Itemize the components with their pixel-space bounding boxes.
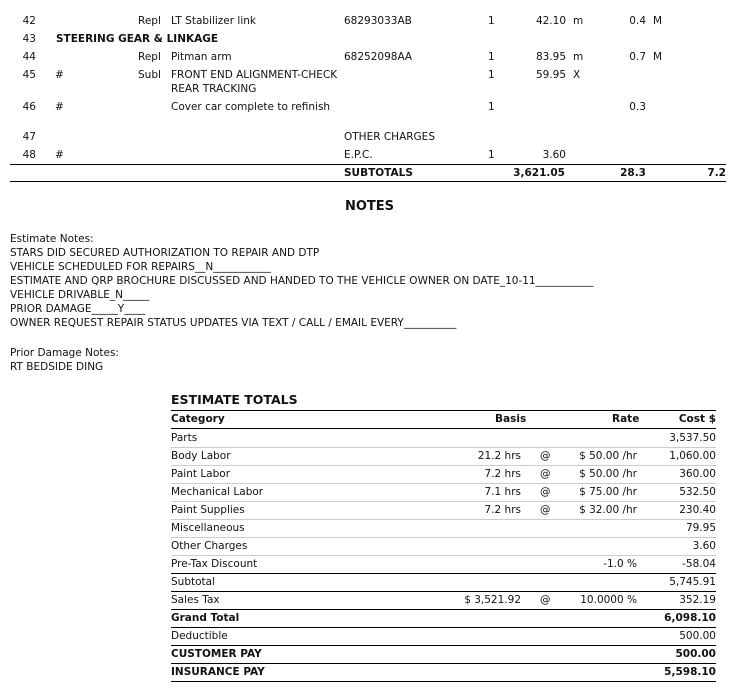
totals-cost: 3,537.50: [669, 432, 716, 444]
line-flag: #: [55, 149, 64, 161]
price-flag: m: [573, 51, 584, 63]
estimate-note-line: OWNER REQUEST REPAIR STATUS UPDATES VIA TEXT / CALL / EMAIL EVERY__________: [10, 317, 457, 329]
line-number: 48: [22, 149, 36, 161]
subtotals-labor: 28.3: [620, 167, 646, 179]
totals-cost: 230.40: [679, 504, 716, 516]
price-flag: m: [573, 15, 584, 27]
totals-row: [171, 430, 716, 448]
totals-rate: $ 50.00 /hr: [579, 450, 637, 462]
totals-category: CUSTOMER PAY: [171, 648, 262, 660]
totals-category: Paint Supplies: [171, 504, 245, 516]
totals-header-top-rule: [171, 410, 716, 411]
part-number: OTHER CHARGES: [344, 131, 435, 143]
line-description: Cover car complete to refinish: [171, 101, 331, 113]
totals-category: Mechanical Labor: [171, 486, 264, 498]
totals-cost: 1,060.00: [669, 450, 716, 462]
totals-cost: 352.19: [679, 594, 716, 606]
estimate-note-line: VEHICLE SCHEDULED FOR REPAIRS__N___________: [10, 261, 272, 273]
operation: Repl: [138, 51, 161, 63]
totals-at: @: [540, 468, 551, 480]
quantity: 1: [488, 69, 495, 81]
line-item-row: [10, 32, 726, 50]
line-number: 44: [22, 51, 36, 63]
totals-category: Body Labor: [171, 450, 231, 462]
totals-row: [171, 574, 716, 592]
line-description: REAR TRACKING: [171, 83, 257, 95]
section-heading: STEERING GEAR & LINKAGE: [56, 33, 219, 45]
subtotals-bottom-rule: [10, 181, 726, 182]
totals-basis: $ 3,521.92: [464, 594, 521, 606]
totals-rate: -1.0 %: [603, 558, 637, 570]
totals-category: Other Charges: [171, 540, 248, 552]
part-number: 68252098AA: [344, 51, 413, 63]
totals-row: [171, 448, 716, 466]
prior-damage-line: RT BEDSIDE DING: [10, 361, 104, 373]
labor-flag: M: [653, 15, 663, 27]
labor-flag: M: [653, 51, 663, 63]
totals-row: [171, 592, 716, 610]
operation: Subl: [138, 69, 161, 81]
totals-cost: 5,598.10: [664, 666, 716, 678]
totals-cost: 5,745.91: [669, 576, 716, 588]
totals-row: [171, 628, 716, 646]
subtotals-paint: 7.2: [707, 167, 726, 179]
quantity: 1: [488, 51, 495, 63]
totals-category: Paint Labor: [171, 468, 231, 480]
estimate-notes-label: Estimate Notes:: [10, 233, 94, 245]
totals-row-rule: [171, 681, 716, 682]
quantity: 1: [488, 101, 495, 113]
totals-row: [171, 520, 716, 538]
totals-cost: 532.50: [679, 486, 716, 498]
line-price: 3.60: [542, 149, 566, 161]
labor-hours: 0.7: [629, 51, 646, 63]
totals-cost: 6,098.10: [664, 612, 716, 624]
line-item-row: [10, 100, 726, 118]
totals-row: [171, 484, 716, 502]
totals-category: Subtotal: [171, 576, 215, 588]
totals-at: @: [540, 504, 551, 516]
totals-rate: $ 75.00 /hr: [579, 486, 637, 498]
totals-category: Deductible: [171, 630, 228, 642]
totals-rate: $ 50.00 /hr: [579, 468, 637, 480]
totals-cost: 500.00: [679, 630, 716, 642]
totals-cost: -58.04: [682, 558, 716, 570]
totals-category: Grand Total: [171, 612, 240, 624]
quantity: 1: [488, 15, 495, 27]
operation: Repl: [138, 15, 161, 27]
totals-basis: 21.2 hrs: [477, 450, 521, 462]
line-flag: #: [55, 101, 64, 113]
estimate-totals-title: ESTIMATE TOTALS: [171, 392, 298, 407]
prior-damage-label: Prior Damage Notes:: [10, 347, 119, 359]
line-price: 83.95: [535, 51, 566, 63]
part-number: 68293033AB: [344, 15, 412, 27]
totals-header-category: Category: [171, 413, 225, 425]
labor-hours: 0.4: [629, 15, 646, 27]
line-item-row: [10, 130, 726, 148]
line-number: 47: [22, 131, 36, 143]
totals-header-bottom-rule: [171, 428, 716, 429]
totals-cost: 360.00: [679, 468, 716, 480]
subtotals-label: SUBTOTALS: [344, 167, 413, 179]
estimate-note-line: ESTIMATE AND QRP BROCHURE DISCUSSED AND HANDED TO THE VEHICLE OWNER ON DATE_10-11___________: [10, 275, 594, 287]
totals-category: Sales Tax: [171, 594, 220, 606]
totals-at: @: [540, 594, 551, 606]
totals-basis: 7.2 hrs: [484, 468, 521, 480]
line-item-row: [10, 68, 726, 95]
labor-hours: 0.3: [629, 101, 646, 113]
totals-row: [171, 556, 716, 574]
totals-basis: 7.1 hrs: [484, 486, 521, 498]
estimate-note-line: PRIOR DAMAGE_____Y____: [10, 303, 146, 315]
totals-row: [171, 466, 716, 484]
totals-header-rate: Rate: [612, 413, 640, 425]
subtotals-top-rule: [10, 164, 726, 165]
totals-category: Parts: [171, 432, 198, 444]
price-flag: X: [573, 69, 581, 81]
totals-row: [171, 502, 716, 520]
line-number: 45: [22, 69, 36, 81]
subtotals-price: 3,621.05: [513, 167, 565, 179]
totals-cost: 79.95: [685, 522, 716, 534]
line-description: FRONT END ALIGNMENT-CHECK: [171, 69, 338, 81]
line-flag: #: [55, 69, 64, 81]
totals-cost: 500.00: [675, 648, 716, 660]
totals-rate: $ 32.00 /hr: [579, 504, 637, 516]
totals-row: [171, 538, 716, 556]
line-item-row: [10, 14, 726, 32]
totals-header-cost: Cost $: [678, 413, 716, 425]
estimate-note-line: STARS DID SECURED AUTHORIZATION TO REPAIR AND DTP: [10, 247, 320, 259]
totals-category: INSURANCE PAY: [171, 666, 265, 678]
totals-row: [171, 610, 716, 628]
line-description: LT Stabilizer link: [171, 15, 256, 27]
line-price: 59.95: [535, 69, 566, 81]
part-number: E.P.C.: [344, 149, 373, 161]
totals-rate: 10.0000 %: [580, 594, 637, 606]
estimate-note-line: VEHICLE DRIVABLE_N_____: [10, 289, 150, 301]
totals-row: [171, 664, 716, 682]
totals-cost: 3.60: [692, 540, 716, 552]
notes-heading: NOTES: [345, 199, 395, 214]
totals-category: Miscellaneous: [171, 522, 245, 534]
line-item-row: [10, 50, 726, 68]
line-price: 42.10: [535, 15, 566, 27]
totals-basis: 7.2 hrs: [484, 504, 521, 516]
totals-at: @: [540, 450, 551, 462]
totals-header-basis: Basis: [495, 413, 527, 425]
quantity: 1: [488, 149, 495, 161]
totals-row: [171, 646, 716, 664]
line-number: 43: [22, 33, 36, 45]
totals-category: Pre-Tax Discount: [171, 558, 258, 570]
line-number: 46: [22, 101, 36, 113]
line-description: Pitman arm: [171, 51, 232, 63]
line-number: 42: [22, 15, 36, 27]
totals-at: @: [540, 486, 551, 498]
